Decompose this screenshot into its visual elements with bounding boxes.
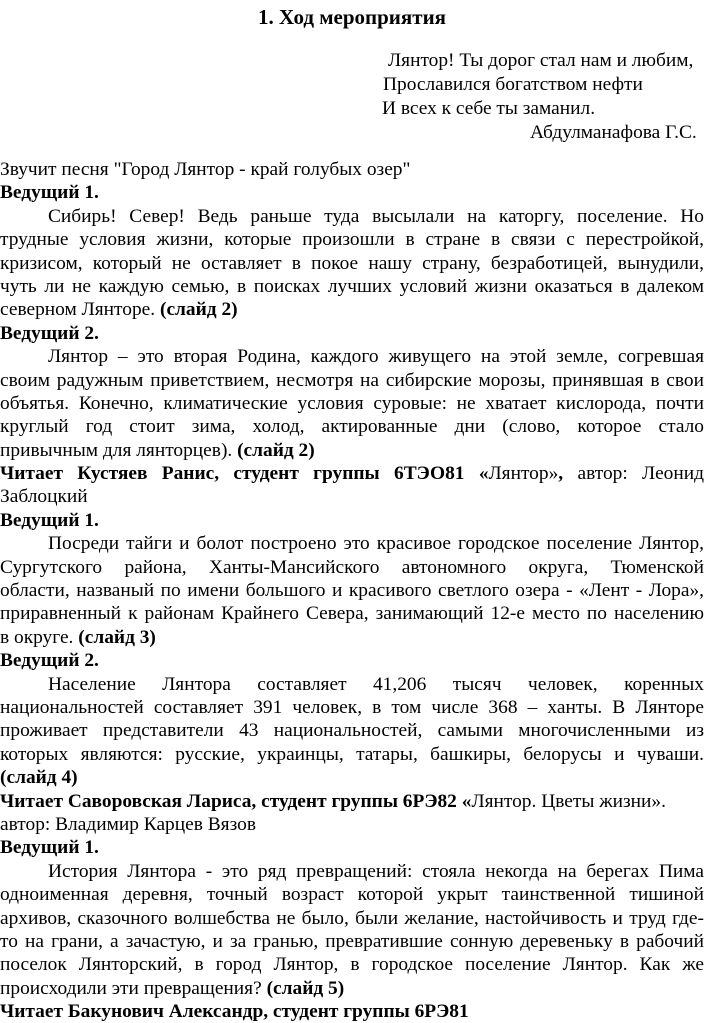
slide-reference: (слайд 3) bbox=[78, 626, 156, 648]
paragraph-line: приравненный к районам Крайнего Севера, занимающий 12-е место по населению bbox=[0, 603, 704, 625]
reader-line-2: автор: Владимир Карцев Вязов bbox=[0, 813, 256, 835]
paragraph-line bbox=[0, 298, 704, 321]
poem-author: автор: Леонид bbox=[563, 463, 704, 485]
paragraph-line: объятья. Конечно, климатические условия суровые: не хватает кислорода, почти bbox=[0, 392, 704, 414]
paragraph-line: кризисом, который не оставляет в покое нашу страну, безработицей, вынудили, bbox=[0, 252, 704, 274]
paragraph-line: своим радужным приветствием, несмотря на сибирские морозы, принявшая в свои bbox=[0, 369, 704, 391]
page-title: 1. Ход мероприятия bbox=[257, 5, 447, 29]
paragraph-line: национальностей составляет 391 человек, в том числе 368 – ханты. В Лянторе bbox=[0, 696, 704, 718]
paragraph-text: в округе. bbox=[0, 626, 79, 648]
song-line: Звучит песня "Город Лянтор - край голубых озер" bbox=[0, 159, 411, 180]
document-body bbox=[0, 158, 704, 1023]
paragraph-line: Сибирь! Север! Ведь раньше туда высылали на каторгу, поселение. Но bbox=[48, 205, 704, 227]
slide-reference: (слайд 2) bbox=[237, 439, 315, 461]
speaker-label: Ведущий 2. bbox=[0, 322, 99, 344]
paragraph-line: которых являются: русские, украинцы, татары, башкиры, белорусы и чуваши. bbox=[0, 743, 704, 765]
paragraph-text: привычным для лянторцев). bbox=[0, 439, 238, 461]
epigraph-author: Абдулманафова Г.С. bbox=[530, 122, 697, 143]
paragraph-text: северном Лянторе. bbox=[0, 299, 160, 321]
speaker-label: Ведущий 1. bbox=[0, 509, 99, 531]
paragraph-line bbox=[0, 439, 704, 462]
reader-name: Читает Саворовская Лариса, студент группы 6РЭ82 « bbox=[0, 790, 472, 812]
poem-title: Лянтор. Цветы жизни». bbox=[471, 790, 666, 812]
slide-reference: (слайд 2) bbox=[159, 299, 238, 321]
paragraph-text: происходили эти превращения? bbox=[0, 977, 267, 999]
paragraph-line: Посреди тайги и болот построено это красивое городское поселение Лянтор, bbox=[48, 533, 704, 555]
reader-line bbox=[0, 462, 704, 485]
reader-line-2: Заблоцкий bbox=[0, 486, 88, 508]
speaker-label: Ведущий 2. bbox=[0, 650, 99, 672]
slide-reference: (слайд 4) bbox=[0, 767, 78, 789]
reader-name: Читает Кустяев Ранис, студент группы 6ТЭО81 « bbox=[0, 463, 489, 485]
epigraph-line-3: И всех к себе ты заманил. bbox=[382, 98, 596, 119]
reader-comma: , bbox=[558, 463, 564, 485]
poem-title: Лянтор» bbox=[488, 463, 559, 485]
reader-line: Читает Бакунович Александр, студент группы 6РЭ81 bbox=[0, 1001, 469, 1023]
reader-line bbox=[0, 790, 704, 813]
paragraph-line bbox=[0, 626, 704, 649]
paragraph-line: круглый год стоит зима, холод, актированные дни (слово, которое стало bbox=[0, 416, 704, 438]
paragraph-line: то на грани, а зачастую, и за гранью, превратившие сонную деревеньку в рабочий bbox=[0, 930, 704, 952]
paragraph-line: чуть ли не каждую семью, в поисках лучших условий жизни оказаться в далеком bbox=[0, 275, 704, 297]
epigraph-line-1: Лянтор! Ты дорог стал нам и любим, bbox=[388, 50, 694, 71]
paragraph-line: области, названый по имени большого и красивого светлого озера - «Лент - Лора», bbox=[0, 580, 704, 602]
paragraph-line: поселок Лянторский, в город Лянтор, в городское поселение Лянтор. Как же bbox=[0, 954, 704, 976]
speaker-label: Ведущий 1. bbox=[0, 837, 99, 859]
paragraph-line: Население Лянтора составляет 41,206 тысяч человек, коренных bbox=[48, 673, 704, 695]
paragraph-line: История Лянтора - это ряд превращений: стояла некогда на берегах Пима bbox=[48, 860, 704, 882]
paragraph-line: архивов, сказочного волшебства не было, были желание, настойчивость и труд где- bbox=[0, 907, 704, 929]
paragraph-line: проживает представители 43 национальностей, самыми многочисленными из bbox=[0, 720, 704, 742]
slide-reference: (слайд 5) bbox=[266, 977, 345, 999]
paragraph-line: Сургутского района, Ханты-Мансийского автономного округа, Тюменской bbox=[0, 556, 704, 578]
epigraph-line-2: Прославился богатством нефти bbox=[383, 74, 643, 95]
paragraph-line: одноименная деревня, точный возраст которой укрыт таинственной тишиной bbox=[0, 884, 704, 906]
paragraph-line: трудные условия жизни, которые произошли в стране в связи с перестройкой, bbox=[0, 229, 704, 251]
paragraph-line bbox=[0, 977, 704, 1000]
paragraph-line: Лянтор – это вторая Родина, каждого живущего на этой земле, согревшая bbox=[48, 346, 704, 368]
speaker-label: Ведущий 1. bbox=[0, 182, 99, 204]
